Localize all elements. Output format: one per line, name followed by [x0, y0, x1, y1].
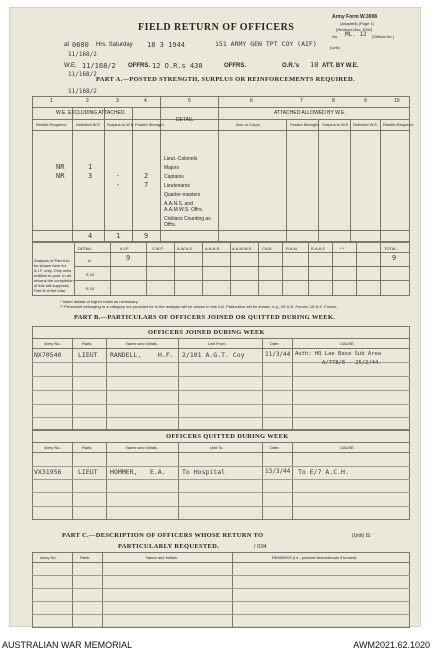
- total-surplus-hand: 1: [116, 232, 121, 240]
- col-head-surplus: Surplus to W.E.: [107, 122, 135, 127]
- part-c-table: [32, 552, 410, 628]
- surplus-hand-1: -: [116, 172, 121, 180]
- joined-name: RANDELL,: [110, 351, 142, 359]
- analysis-row-e10: E.10: [86, 272, 95, 277]
- analysis-head-civil: CIVIL.: [262, 246, 274, 251]
- joined-head-date: Date.: [270, 341, 280, 346]
- we-reference-3: 11/168/2: [68, 71, 97, 78]
- part-c-head-army-no: Army No.: [40, 555, 57, 560]
- we-reference-4: 11/168/2: [68, 88, 97, 95]
- analysis-aif-hand: 9: [126, 254, 131, 262]
- col-head-surplus-att: Surplus to W.E.: [322, 122, 350, 127]
- we-att-count: 18: [310, 61, 319, 69]
- joined-initials: H.F.: [158, 351, 174, 359]
- joined-head-name: Name and Initials.: [126, 341, 159, 346]
- col-head-reinfts: Reinfts Required.: [36, 122, 67, 127]
- rank-lieutenants: Lieutenants: [164, 183, 190, 189]
- analysis-head-aif: A.I.F.: [120, 246, 130, 251]
- col-number-7: 7: [300, 98, 303, 104]
- joined-head-army-no: Army No.: [44, 341, 61, 346]
- quitted-name: HOMMER,: [110, 468, 138, 476]
- document-page: [10, 8, 420, 626]
- analysis-note: Analysis of Part A to be shown here for A.I.F. only. Only units entitled to post. In all returns the completion of this will suppress Part B of the total.: [34, 258, 74, 293]
- quitted-head-date: Date.: [270, 445, 280, 450]
- joined-head-rank: Rank.: [82, 341, 93, 346]
- rank-aans: A.A.N.S. and A.A.M.W.S. Offrs.: [164, 201, 204, 213]
- analysis-head-total: TOTAL.: [384, 246, 398, 251]
- rank-quartermasters: Quarter-masters: [164, 192, 201, 198]
- analysis-head-cmf: C.M.F.: [152, 246, 164, 251]
- total-deficient-hand: 4: [88, 232, 93, 240]
- col-number-4: 4: [144, 98, 147, 104]
- return-date: 18 3 1944: [147, 41, 185, 49]
- we-ors-count: 12 O.R.s 430: [152, 62, 203, 70]
- we-reference-2: 11/168/2: [82, 62, 116, 70]
- rank-captains: Captains: [164, 174, 184, 180]
- we-ors-label-2: O.R.'s: [282, 63, 300, 69]
- analysis-row-e10-2: E.10: [86, 286, 95, 291]
- col-number-1: 1: [50, 98, 53, 104]
- we-excluding-heading: W.E. EXCLUDING ATTACHED.: [56, 110, 126, 116]
- joined-army-no: NX70540: [34, 351, 62, 359]
- time-prefix: at: [64, 42, 70, 48]
- time-value: 0600: [72, 41, 89, 49]
- quitted-initials: E.A.: [150, 468, 166, 476]
- col-head-posted-att: Posted Strength.: [290, 122, 320, 127]
- footnote-2: ** Personnel belonging to a category not provided for in the analysis will be shown in this Col. Particulars will be shown, e.g., 26 U.K. Forces; 18 N.Z. Forces.: [60, 304, 338, 309]
- detail-heading: DETAIL.: [176, 117, 195, 123]
- official-no-label: (Official No.): [372, 34, 395, 39]
- part-c-head-name: Name and Initials.: [146, 555, 179, 560]
- posted-hand-2: 7: [144, 181, 149, 189]
- col-head-arm: Arm or Corps.: [236, 122, 261, 127]
- col-head-deficient-att: Deficient W.E.: [353, 122, 379, 127]
- part-c-head-remarks: REMARKS (i.e., present whereabouts if known).: [272, 555, 358, 560]
- form-title: FIELD RETURN OF OFFICERS: [138, 22, 295, 33]
- we-offrs-label: OFFRS.: [128, 63, 150, 69]
- rank-majors: Majors: [164, 165, 180, 171]
- joined-head-unit: Unit From.: [208, 341, 227, 346]
- quitted-rank: LIEUT: [78, 468, 98, 476]
- we-offrs-label-2: OFFRS.: [224, 63, 246, 69]
- archive-footer: [0, 636, 432, 653]
- quitted-head-unit: Unit To.: [210, 445, 224, 450]
- rank-lieut-colonels: Lieut.-Colonels: [164, 156, 198, 162]
- quitted-cause: To E/7 A.C.H.: [298, 468, 349, 476]
- analysis-head-aamws: A.A.M.W.S.: [232, 246, 253, 251]
- col-head-deficient: Deficient W.E.: [76, 122, 102, 127]
- we-label: W.E.: [64, 63, 77, 69]
- joined-unit: 2/101 A.G.T. Coy: [182, 351, 245, 359]
- we-att-label: ATT. BY W.E.: [322, 63, 359, 69]
- analysis-row-a: A.: [88, 258, 92, 263]
- we-reference-1: 11/168/2: [68, 51, 97, 58]
- quitted-army-no: VX31956: [34, 468, 62, 476]
- quitted-heading: OFFICERS QUITTED DURING WEEK: [166, 433, 289, 440]
- quitted-head-army-no: Army No.: [44, 445, 61, 450]
- part-b-heading: PART B.—PARTICULARS OF OFFICERS JOINED OR QUITTED DURING WEEK.: [74, 314, 336, 321]
- analysis-head-ran: R.A.N.: [286, 246, 298, 251]
- col-number-8: 8: [332, 98, 335, 104]
- total-posted-hand: 9: [144, 232, 149, 240]
- col-number-3: 3: [116, 98, 119, 104]
- rank-civilians: Civilians Counting as Offrs.: [164, 216, 211, 228]
- footnote-1: * Insert details of higher ranks as necessary.: [60, 299, 139, 304]
- quitted-unit: To Hospital: [182, 468, 226, 476]
- unit-name: 151 ARMY GEN TPT COY (AIF): [215, 40, 317, 48]
- analysis-head-aans: A.A.N.S.: [205, 246, 221, 251]
- analysis-head-raaf: R.A.A.F.: [311, 246, 326, 251]
- reinfts-hand-1: NR: [56, 163, 65, 171]
- archive-name: AUSTRALIAN WAR MEMORIAL: [2, 640, 133, 650]
- joined-rank: LIEUT: [78, 351, 98, 359]
- analysis-head-detail: DETAIL: [78, 246, 92, 251]
- part-a-heading: PART A.—POSTED STRENGTH, SURPLUS OR REINFORCEMENTS REQUIRED.: [96, 76, 355, 83]
- joined-heading: OFFICERS JOINED DURING WEEK: [148, 329, 265, 336]
- time-label: Hrs. Saturday: [96, 42, 133, 48]
- joined-head-cause: CAUSE.: [340, 341, 355, 346]
- col-number-9: 9: [364, 98, 367, 104]
- col-number-6: 6: [250, 98, 253, 104]
- serial-number: ML. 12: [345, 31, 367, 38]
- col-head-reinfts-att: Reinfts Required.: [383, 122, 414, 127]
- deficient-hand-2: 3: [88, 172, 93, 180]
- quitted-head-name: Name and Initials.: [126, 445, 159, 450]
- part-c-date: / /194: [254, 544, 267, 550]
- part-c-head-rank: Rank.: [80, 555, 91, 560]
- army-form-revised: (Revised-Nov. 1942): [336, 27, 373, 32]
- quitted-date: 13/3/44: [265, 468, 291, 475]
- joined-cause-1: Auth: HQ Lae Base Sub Area: [295, 351, 382, 357]
- quitted-head-rank: Rank.: [82, 445, 93, 450]
- army-form-adapted: (Adapted) (Page 1): [340, 21, 375, 26]
- unit-label: (Unit): [330, 45, 340, 50]
- col-number-2: 2: [86, 98, 89, 104]
- surplus-hand-2: -: [116, 181, 121, 189]
- quitted-head-cause: CAUSE.: [340, 445, 355, 450]
- analysis-head-other: * *: [340, 246, 345, 251]
- serial-label: No.: [332, 34, 339, 39]
- part-c-requested: PARTICULARLY REQUESTED.: [118, 543, 220, 550]
- army-form-number: Army Form W.3008: [332, 14, 378, 20]
- deficient-hand-1: 1: [88, 163, 93, 171]
- col-number-5: 5: [188, 98, 191, 104]
- reinfts-hand-2: NR: [56, 172, 65, 180]
- joined-date: 11/3/44: [265, 351, 291, 358]
- posted-hand-1: 2: [144, 172, 149, 180]
- joined-cause-2: A/778/6 - 25/2/44.: [322, 360, 382, 366]
- analysis-head-awas: A.W.A.S.: [177, 246, 194, 251]
- part-c-heading: PART C.—DESCRIPTION OF OFFICERS WHOSE RETURN TO: [62, 532, 264, 539]
- archive-reference: AWM2021.62.1020: [353, 640, 430, 650]
- part-c-unit-label: (Unit) IS: [352, 533, 371, 539]
- col-number-10: 10: [394, 98, 400, 104]
- attached-allowed-heading: ATTACHED ALLOWED BY W.E.: [274, 110, 346, 116]
- col-head-posted: Posted Strength.: [135, 122, 165, 127]
- analysis-total-hand: 9: [392, 254, 397, 262]
